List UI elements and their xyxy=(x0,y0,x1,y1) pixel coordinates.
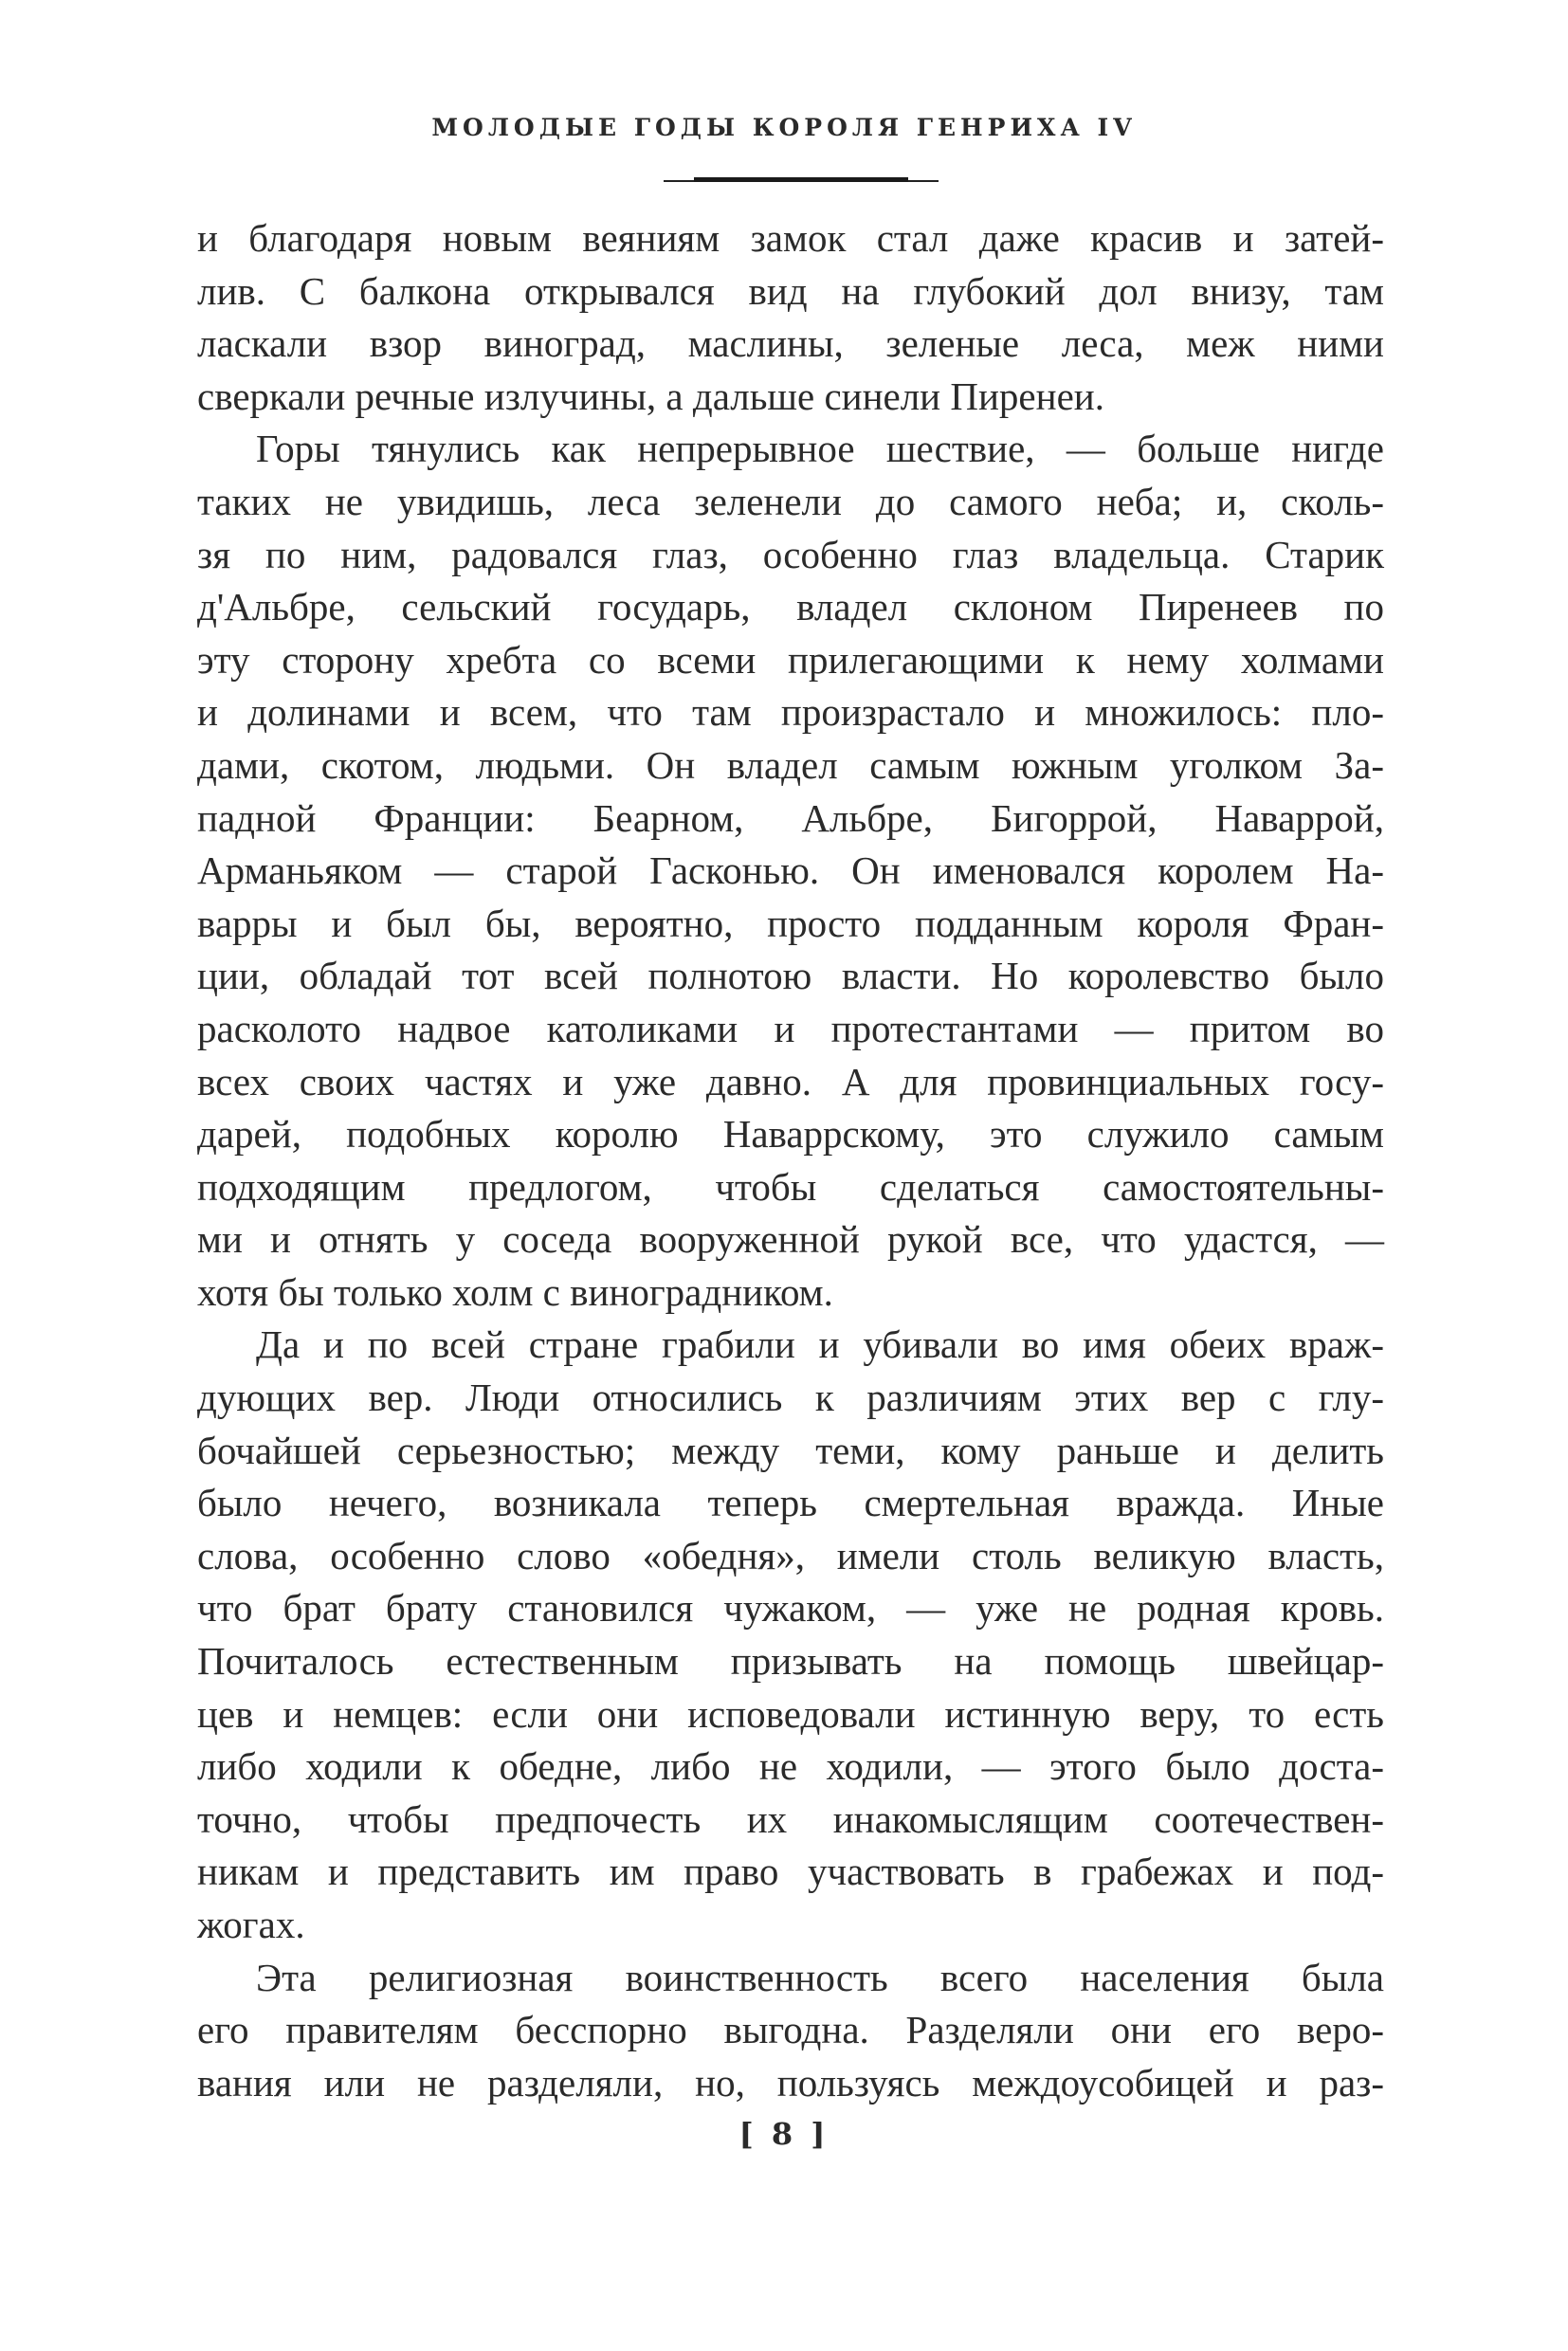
text-line: хотя бы только холм с виноградником. xyxy=(197,1269,833,1314)
text-line: расколото надвое католиками и протестантами — притом во xyxy=(197,1006,1384,1050)
text-line: Почиталось естественным призывать на помощь швейцар- xyxy=(197,1639,1384,1684)
text-line: цев и немцев: если они исповедовали истинную веру, то есть xyxy=(197,1691,1384,1736)
paragraph-1 xyxy=(197,212,1384,423)
text-line: эту сторону хребта со всеми прилегающими к нему холмами xyxy=(197,637,1384,682)
page-number: [ 8 ] xyxy=(738,2116,830,2152)
body-text xyxy=(197,212,1384,2109)
text-line: было нечего, возникала теперь смертельная вражда. Иные xyxy=(197,1481,1384,1525)
text-line: и долинами и всем, что там произрастало и множилось: пло- xyxy=(197,690,1384,735)
text-line: слова, особенно слово «обедня», имели столь великую власть, xyxy=(197,1533,1384,1577)
text-line: Арманьяком — старой Гасконью. Он именовался королем На- xyxy=(197,848,1384,893)
text-line: что брат брату становился чужаком, — уже не родная кровь. xyxy=(197,1586,1384,1631)
text-line: таких не увидишь, леса зеленели до самого неба; и, сколь- xyxy=(197,479,1384,523)
text-line: сверкали речные излучины, а дальше синели Пиренеи. xyxy=(197,374,1104,418)
text-line: Горы тянулись как непрерывное шествие, — больше нигде xyxy=(256,427,1384,471)
paragraph-2 xyxy=(197,423,1384,1319)
text-line: ми и отнять у соседа вооруженной рукой все, что удастся, — xyxy=(197,1217,1384,1262)
text-line: точно, чтобы предпочесть их инакомыслящим соотечествен- xyxy=(197,1796,1384,1841)
running-head: МОЛОДЫЕ ГОДЫ КОРОЛЯ ГЕНРИХА IV xyxy=(431,114,1137,141)
text-line: дарей, подобных королю Наваррскому, это служило самым xyxy=(197,1112,1384,1157)
text-line: и благодаря новым веяниям замок стал даже красив и затей- xyxy=(197,216,1384,260)
text-line: дами, скотом, людьми. Он владел самым южным уголком За- xyxy=(197,742,1384,787)
text-line: жогах. xyxy=(197,1903,305,1946)
text-line: никам и представить им право участвовать в грабежах и под- xyxy=(197,1850,1384,1894)
text-line: подходящим предлогом, чтобы сделаться самостоятельны- xyxy=(197,1164,1384,1209)
paragraph-3 xyxy=(197,1319,1384,1951)
text-line: дующих вер. Люди относились к различиям этих вер с глу- xyxy=(197,1376,1384,1420)
text-line: д'Альбре, сельский государь, владел склоном Пиренеев по xyxy=(197,585,1384,629)
header-rule-accent xyxy=(694,177,908,182)
text-line: всех своих частях и уже давно. А для провинциальных госу- xyxy=(197,1059,1384,1103)
text-line: падной Франции: Беарном, Альбре, Бигоррой, Наваррой, xyxy=(197,795,1384,840)
text-line: либо ходили к обедне, либо не ходили, — этого было доста- xyxy=(197,1744,1384,1789)
text-line: лив. С балкона открывался вид на глубокий дол внизу, там xyxy=(197,268,1384,313)
text-line: бочайшей серьезностью; между теми, кому раньше и делить xyxy=(197,1428,1384,1472)
text-line: вания или не разделяли, но, пользуясь междоусобицей и раз- xyxy=(197,2060,1384,2105)
text-line: зя по ним, радовался глаз, особенно глаз владельца. Старик xyxy=(197,532,1384,576)
paragraph-4 xyxy=(197,1952,1384,2110)
text-line: ции, обладай тот всей полнотою власти. Но королевство было xyxy=(197,954,1384,998)
text-line: Эта религиозная воинственность всего населения была xyxy=(256,1955,1384,1999)
text-line: Да и по всей стране грабили и убивали во имя обеих враж- xyxy=(256,1322,1384,1367)
text-line: его правителям бесспорно выгодна. Разделяли они его веро- xyxy=(197,2008,1384,2052)
text-line: варры и был бы, вероятно, просто подданным короля Фран- xyxy=(197,901,1384,945)
text-line: ласкали взор виноград, маслины, зеленые леса, меж ними xyxy=(197,321,1384,366)
